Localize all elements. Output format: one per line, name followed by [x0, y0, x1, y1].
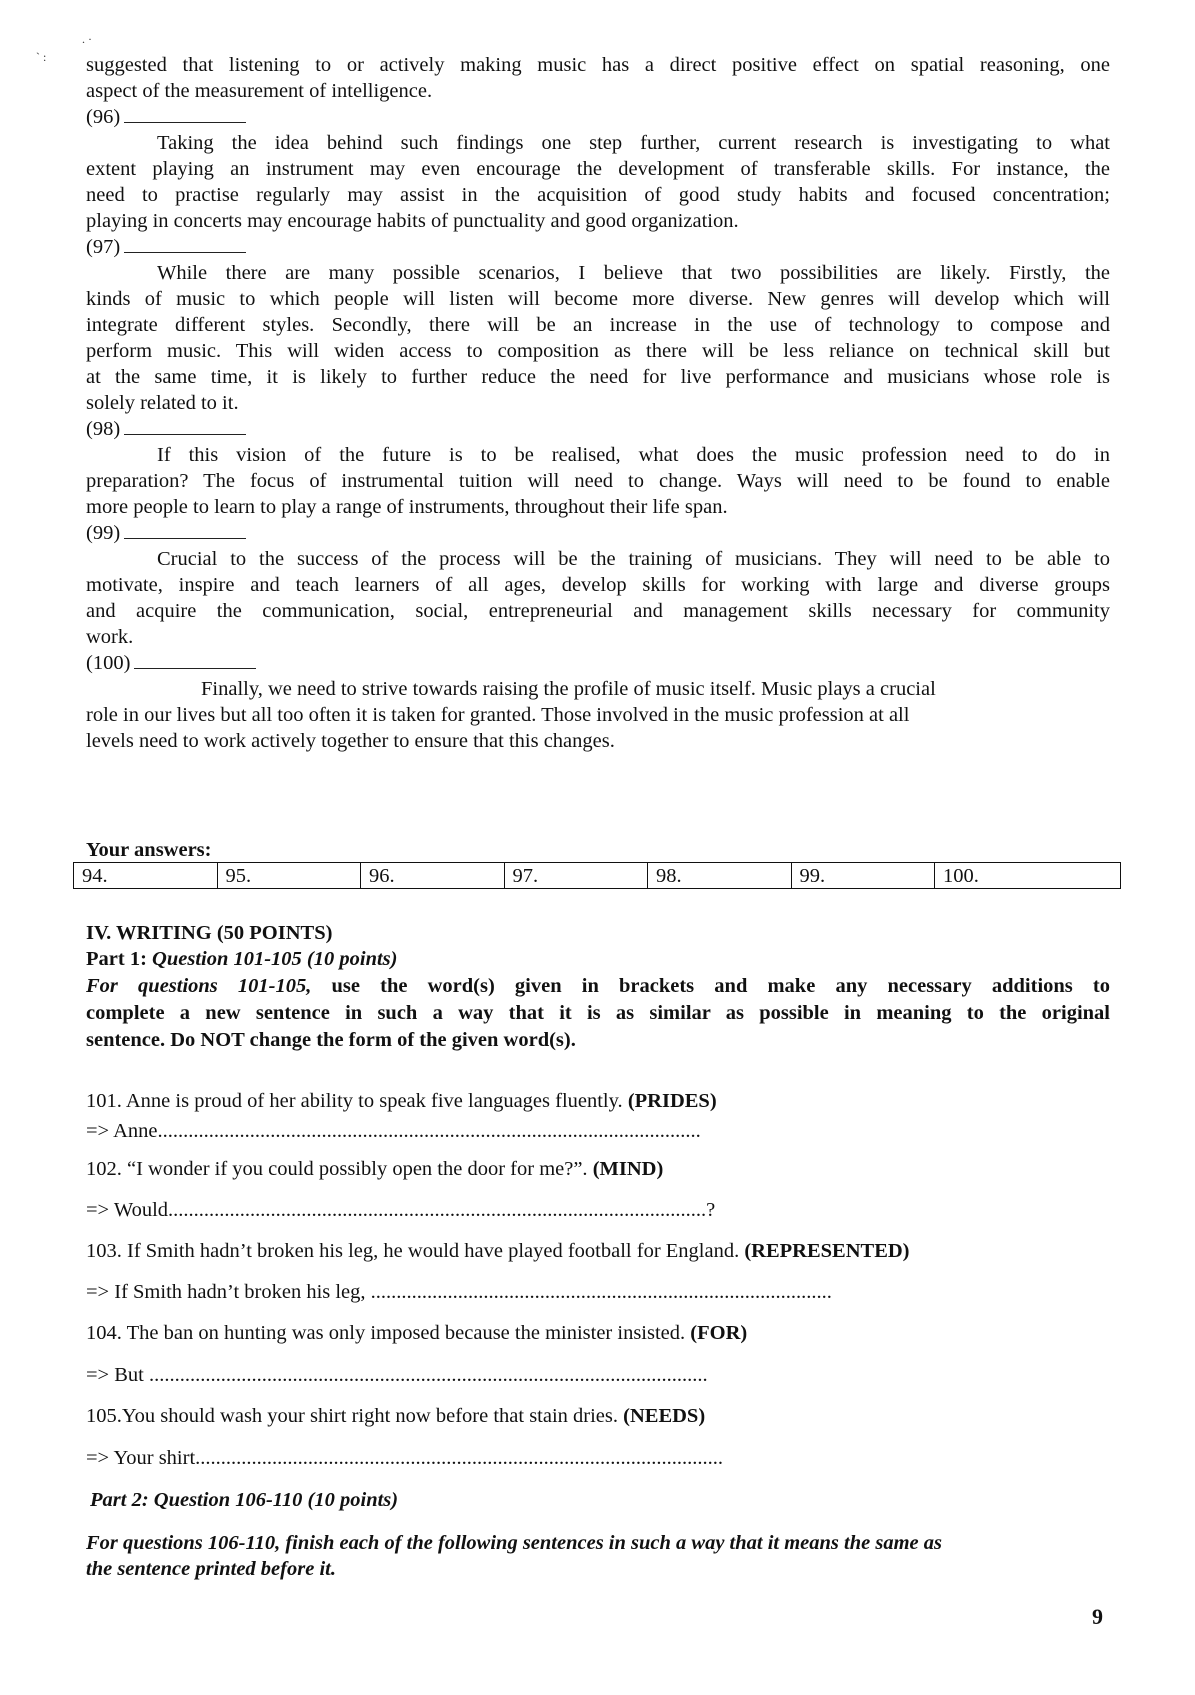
passage-line: Crucial to the success of the process will be the training of musicians. They will need to be able to	[157, 548, 1110, 570]
passage-line: extent playing an instrument may even encourage the development of transferable skills. For instance, the	[86, 158, 1110, 180]
answer-dots[interactable]: ..........................................................................................................	[157, 1120, 701, 1142]
gap-blank-98[interactable]	[124, 416, 246, 435]
passage-line: more people to learn to play a range of instruments, throughout their life span.	[86, 496, 728, 518]
part1-title: Question 101-105 (10 points)	[152, 948, 398, 970]
passage-line: perform music. This will widen access to composition as there will be less reliance on technical skill but	[86, 340, 1110, 362]
question-prompt: 102. “I wonder if you could possibly open the door for me?”.	[86, 1158, 593, 1180]
gap-label: (97)	[86, 236, 121, 258]
answer-cell-97[interactable]: 97.	[504, 863, 648, 889]
answer-dots[interactable]: .............................................................................................................	[149, 1364, 708, 1386]
passage-line: suggested that listening to or actively making music has a direct positive effect on spatial reasoning, one	[86, 54, 1110, 76]
part1-label: Part 1:	[86, 948, 147, 970]
part1-instruction-italic: For questions 101-105,	[86, 975, 312, 997]
passage-line: preparation? The focus of instrumental tuition will need to change. Ways will need to be found to enable	[86, 470, 1110, 492]
question-prompt: 101. Anne is proud of her ability to speak five languages fluently.	[86, 1090, 628, 1112]
gap-99	[86, 520, 246, 546]
part2-title: Part 2: Question 106-110 (10 points)	[90, 1489, 399, 1511]
question-103	[86, 1238, 910, 1264]
answer-cell-100[interactable]: 100.	[935, 863, 1121, 889]
part1-instruction: complete a new sentence in such a way that it is as similar as possible in meaning to the original	[86, 1002, 1110, 1024]
part1-instruction	[86, 973, 1110, 999]
question-keyword: (PRIDES)	[627, 1090, 717, 1112]
question-104	[86, 1320, 747, 1346]
passage-line: Taking the idea behind such findings one step further, current research is investigating to what	[157, 132, 1110, 154]
part1-instruction: sentence. Do NOT change the form of the given word(s).	[86, 1029, 576, 1051]
answer-start: => Would	[86, 1199, 169, 1221]
passage-line: While there are many possible scenarios, I believe that two possibilities are likely. Firstly, the	[157, 262, 1110, 284]
gap-98	[86, 416, 246, 442]
answer-cell-96[interactable]: 96.	[361, 863, 505, 889]
passage-line: kinds of music to which people will listen will become more diverse. New genres will develop which will	[86, 288, 1110, 310]
answer-start: => If Smith hadn’t broken his leg,	[86, 1281, 371, 1303]
passage-line: need to practise regularly may assist in the acquisition of good study habits and focused concentration;	[86, 184, 1110, 206]
question-prompt: 103. If Smith hadn’t broken his leg, he would have played football for England.	[86, 1240, 745, 1262]
section-title: IV. WRITING (50 POINTS)	[86, 922, 333, 944]
part2-instruction: the sentence printed before it.	[86, 1558, 336, 1580]
passage-line: role in our lives but all too often it is taken for granted. Those involved in the music profession at all	[86, 704, 910, 726]
answer-line-103[interactable]	[86, 1279, 832, 1305]
part2-instruction: For questions 106-110, finish each of the following sentences in such a way that it means the same as	[86, 1532, 942, 1554]
answer-line-102[interactable]	[86, 1197, 715, 1223]
passage-line: Finally, we need to strive towards raising the profile of music itself. Music plays a crucial	[201, 678, 936, 700]
answer-row	[74, 863, 1121, 889]
passage-line: work.	[86, 626, 134, 648]
passage-line: aspect of the measurement of intelligence.	[86, 80, 433, 102]
answer-start: => Your shirt	[86, 1447, 196, 1469]
answers-label: Your answers:	[86, 839, 212, 861]
question-101	[86, 1088, 717, 1114]
question-102	[86, 1156, 663, 1182]
answer-cell-99[interactable]: 99.	[791, 863, 935, 889]
part1-instruction-rest: use the word(s) given in brackets and make any necessary additions to	[311, 975, 1110, 997]
answer-start: => Anne	[86, 1120, 158, 1142]
answer-line-105[interactable]	[86, 1445, 723, 1471]
answer-line-101[interactable]	[86, 1118, 701, 1144]
passage-line: If this vision of the future is to be realised, what does the music profession need to do in	[157, 444, 1110, 466]
answer-cell-95[interactable]: 95.	[217, 863, 361, 889]
passage-line: at the same time, it is likely to further reduce the need for live performance and musicians whose role is	[86, 366, 1110, 388]
passage-line: integrate different styles. Secondly, there will be an increase in the use of technology to compose and	[86, 314, 1110, 336]
gap-96	[86, 104, 246, 130]
gap-label: (99)	[86, 522, 121, 544]
answer-table	[73, 862, 1121, 889]
passage-line: motivate, inspire and teach learners of all ages, develop skills for working with large and diverse groups	[86, 574, 1110, 596]
passage-line: and acquire the communication, social, entrepreneurial and management skills necessary for community	[86, 600, 1110, 622]
gap-label: (98)	[86, 418, 121, 440]
answer-end: ?	[706, 1199, 716, 1221]
scan-artifact: . ·	[82, 32, 92, 46]
gap-blank-99[interactable]	[124, 520, 246, 539]
question-prompt: 105.You should wash your shirt right now before that stain dries.	[86, 1405, 624, 1427]
answer-dots[interactable]: .........................................................................................................	[168, 1199, 707, 1221]
gap-label: (96)	[86, 106, 121, 128]
question-keyword: (NEEDS)	[623, 1405, 706, 1427]
question-keyword: (REPRESENTED)	[744, 1240, 910, 1262]
gap-100	[86, 650, 256, 676]
answer-dots[interactable]: .......................................................................................................	[195, 1447, 724, 1469]
answer-line-104[interactable]	[86, 1362, 708, 1388]
gap-blank-100[interactable]	[134, 650, 256, 669]
gap-label: (100)	[86, 652, 131, 674]
answer-start: => But	[86, 1364, 149, 1386]
part1-heading	[86, 946, 397, 972]
gap-97	[86, 234, 246, 260]
question-prompt: 104. The ban on hunting was only imposed because the minister insisted.	[86, 1322, 691, 1344]
gap-blank-97[interactable]	[124, 234, 246, 253]
answer-cell-94[interactable]: 94.	[74, 863, 218, 889]
gap-blank-96[interactable]	[124, 104, 246, 123]
answer-cell-98[interactable]: 98.	[648, 863, 792, 889]
scan-artifact: ` :	[36, 50, 47, 64]
passage-line: levels need to work actively together to ensure that this changes.	[86, 730, 615, 752]
question-keyword: (MIND)	[592, 1158, 664, 1180]
question-keyword: (FOR)	[690, 1322, 748, 1344]
passage-line: solely related to it.	[86, 392, 239, 414]
question-105	[86, 1403, 705, 1429]
page-number: 9	[1092, 1604, 1103, 1629]
passage-line: playing in concerts may encourage habits of punctuality and good organization.	[86, 210, 739, 232]
answer-dots[interactable]: ..........................................................................................	[370, 1281, 832, 1303]
